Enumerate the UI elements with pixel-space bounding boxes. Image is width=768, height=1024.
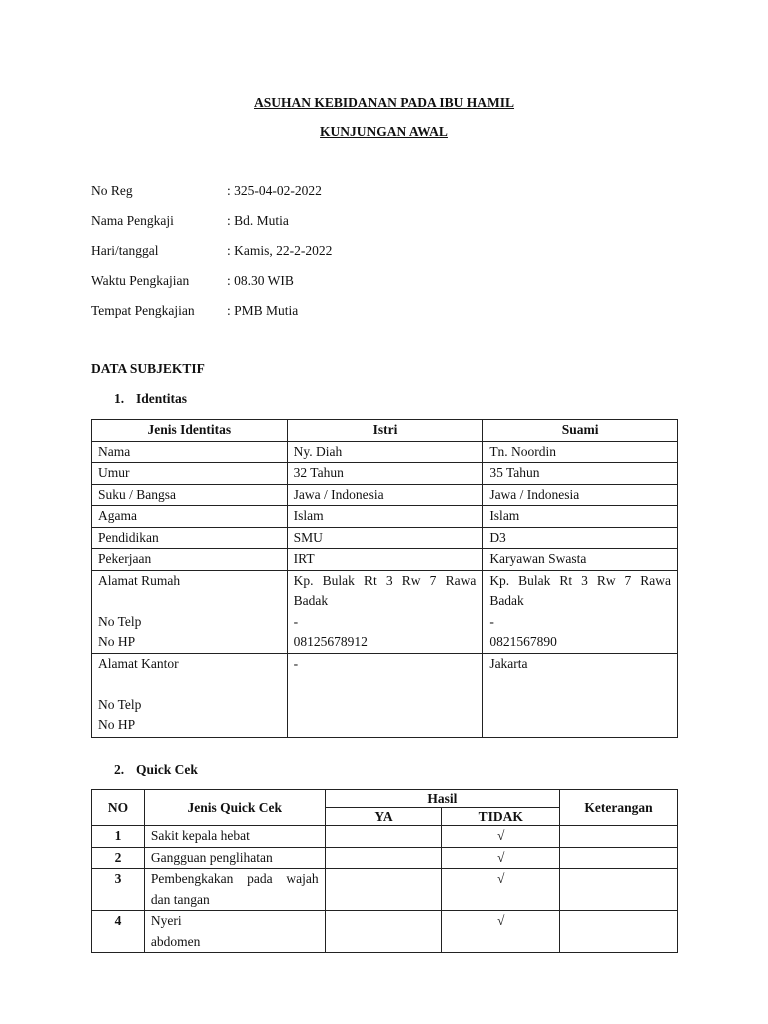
section-label: Identitas bbox=[136, 391, 188, 406]
info-row-no-reg bbox=[91, 183, 332, 213]
table-cell: Pekerjaan bbox=[92, 549, 288, 571]
info-value: : PMB Mutia bbox=[227, 303, 299, 318]
spacer bbox=[98, 674, 281, 695]
info-value: : Kamis, 22-2-2022 bbox=[227, 243, 333, 258]
info-label: Tempat Pengkajian bbox=[91, 303, 195, 318]
ya-cell bbox=[325, 826, 442, 848]
table-row bbox=[92, 484, 678, 506]
info-label: No Reg bbox=[91, 183, 133, 198]
column-header: Jenis Identitas bbox=[92, 420, 288, 442]
table-cell: Jawa / Indonesia bbox=[483, 484, 678, 506]
column-header-hasil: Hasil bbox=[325, 790, 559, 808]
table-cell bbox=[287, 570, 483, 653]
table-cell: Umur bbox=[92, 463, 288, 485]
table-cell: Sakit kepala hebat bbox=[144, 826, 325, 848]
table-cell: Jakarta bbox=[483, 653, 678, 737]
table-row bbox=[92, 527, 678, 549]
telp-label: No Telp bbox=[98, 696, 142, 712]
table-row-alamat-rumah bbox=[92, 570, 678, 653]
table-cell: Islam bbox=[483, 506, 678, 528]
table-cell: Suku / Bangsa bbox=[92, 484, 288, 506]
table-cell: 32 Tahun bbox=[287, 463, 483, 485]
hp-label: No HP bbox=[98, 634, 136, 649]
keterangan-cell bbox=[560, 826, 678, 848]
ya-cell bbox=[325, 911, 442, 953]
table-cell: Jawa / Indonesia bbox=[287, 484, 483, 506]
tidak-check-cell: √ bbox=[442, 847, 560, 869]
table-row-alamat-kantor bbox=[92, 653, 678, 737]
keterangan-cell bbox=[560, 847, 678, 869]
info-label: Waktu Pengkajian bbox=[91, 273, 190, 288]
table-cell: Gangguan penglihatan bbox=[144, 847, 325, 869]
table-row bbox=[92, 847, 678, 869]
istri-telp: - bbox=[293, 613, 299, 629]
section-number: 2. bbox=[114, 762, 125, 777]
row-number: 3 bbox=[92, 869, 145, 911]
table-row bbox=[92, 826, 678, 848]
section-heading-identitas bbox=[114, 391, 187, 407]
info-label: Nama Pengkaji bbox=[91, 213, 174, 228]
table-cell bbox=[92, 653, 288, 737]
table-row bbox=[92, 506, 678, 528]
table-cell: Nyeri abdomen bbox=[144, 911, 325, 953]
table-row bbox=[92, 549, 678, 571]
table-header-row bbox=[92, 420, 678, 442]
document-subtitle: KUNJUNGAN AWAL bbox=[320, 124, 448, 139]
table-cell: Pembengkakan pada wajah dan tangan bbox=[144, 869, 325, 911]
suami-alamat-rumah: Kp. Bulak Rt 3 Rw 7 Rawa Badak bbox=[489, 572, 671, 608]
table-row bbox=[92, 869, 678, 911]
table-cell: Ny. Diah bbox=[287, 441, 483, 463]
suami-telp: - bbox=[489, 613, 494, 629]
column-header-no: NO bbox=[92, 790, 145, 826]
row-number: 1 bbox=[92, 826, 145, 848]
row-number: 4 bbox=[92, 911, 145, 953]
table-cell bbox=[92, 570, 288, 653]
table-cell: IRT bbox=[287, 549, 483, 571]
ya-cell bbox=[325, 847, 442, 869]
column-header: Suami bbox=[483, 420, 678, 442]
alamat-rumah-label: Alamat Rumah bbox=[98, 572, 181, 588]
table-cell: Pendidikan bbox=[92, 527, 288, 549]
alamat-kantor-label: Alamat Kantor bbox=[98, 655, 179, 671]
spacer bbox=[98, 591, 281, 612]
table-cell: Nama bbox=[92, 441, 288, 463]
column-header-keterangan: Keterangan bbox=[560, 790, 678, 826]
table-row bbox=[92, 441, 678, 463]
document-title: ASUHAN KEBIDANAN PADA IBU HAMIL bbox=[253, 95, 515, 110]
info-label: Hari/tanggal bbox=[91, 243, 159, 258]
section-label: Quick Cek bbox=[136, 762, 198, 777]
ya-cell bbox=[325, 869, 442, 911]
section-heading-data-subjektif: DATA SUBJEKTIF bbox=[91, 361, 205, 376]
table-cell: Agama bbox=[92, 506, 288, 528]
table-cell: Islam bbox=[287, 506, 483, 528]
row-number: 2 bbox=[92, 847, 145, 869]
telp-label: No Telp bbox=[98, 613, 142, 629]
registration-info bbox=[91, 183, 332, 333]
info-row-tempat bbox=[91, 303, 332, 333]
table-header-row bbox=[92, 790, 678, 808]
info-value: : Bd. Mutia bbox=[227, 213, 289, 228]
tidak-check-cell: √ bbox=[442, 911, 560, 953]
section-heading-quick-cek bbox=[114, 762, 198, 778]
table-cell: SMU bbox=[287, 527, 483, 549]
info-row-waktu bbox=[91, 273, 332, 303]
info-value: : 08.30 WIB bbox=[227, 273, 294, 288]
table-row bbox=[92, 463, 678, 485]
tidak-check-cell: √ bbox=[442, 826, 560, 848]
hp-label: No HP bbox=[98, 717, 136, 732]
table-cell: 35 Tahun bbox=[483, 463, 678, 485]
quick-cek-table bbox=[91, 789, 678, 953]
column-header: Istri bbox=[287, 420, 483, 442]
keterangan-cell bbox=[560, 911, 678, 953]
column-header-jenis: Jenis Quick Cek bbox=[144, 790, 325, 826]
istri-alamat-rumah: Kp. Bulak Rt 3 Rw 7 Rawa Badak bbox=[293, 572, 477, 608]
info-row-nama-pengkaji bbox=[91, 213, 332, 243]
keterangan-cell bbox=[560, 869, 678, 911]
table-cell: - bbox=[287, 653, 483, 737]
info-value: : 325-04-02-2022 bbox=[227, 183, 322, 198]
column-header-tidak: TIDAK bbox=[442, 808, 560, 826]
table-cell bbox=[483, 570, 678, 653]
info-row-hari-tanggal bbox=[91, 243, 332, 273]
table-cell: Karyawan Swasta bbox=[483, 549, 678, 571]
istri-hp: 08125678912 bbox=[293, 634, 368, 649]
table-cell: Tn. Noordin bbox=[483, 441, 678, 463]
suami-hp: 0821567890 bbox=[489, 634, 557, 649]
section-number: 1. bbox=[114, 391, 125, 406]
identitas-table bbox=[91, 419, 678, 738]
tidak-check-cell: √ bbox=[442, 869, 560, 911]
table-row bbox=[92, 911, 678, 953]
table-cell: D3 bbox=[483, 527, 678, 549]
column-header-ya: YA bbox=[325, 808, 442, 826]
